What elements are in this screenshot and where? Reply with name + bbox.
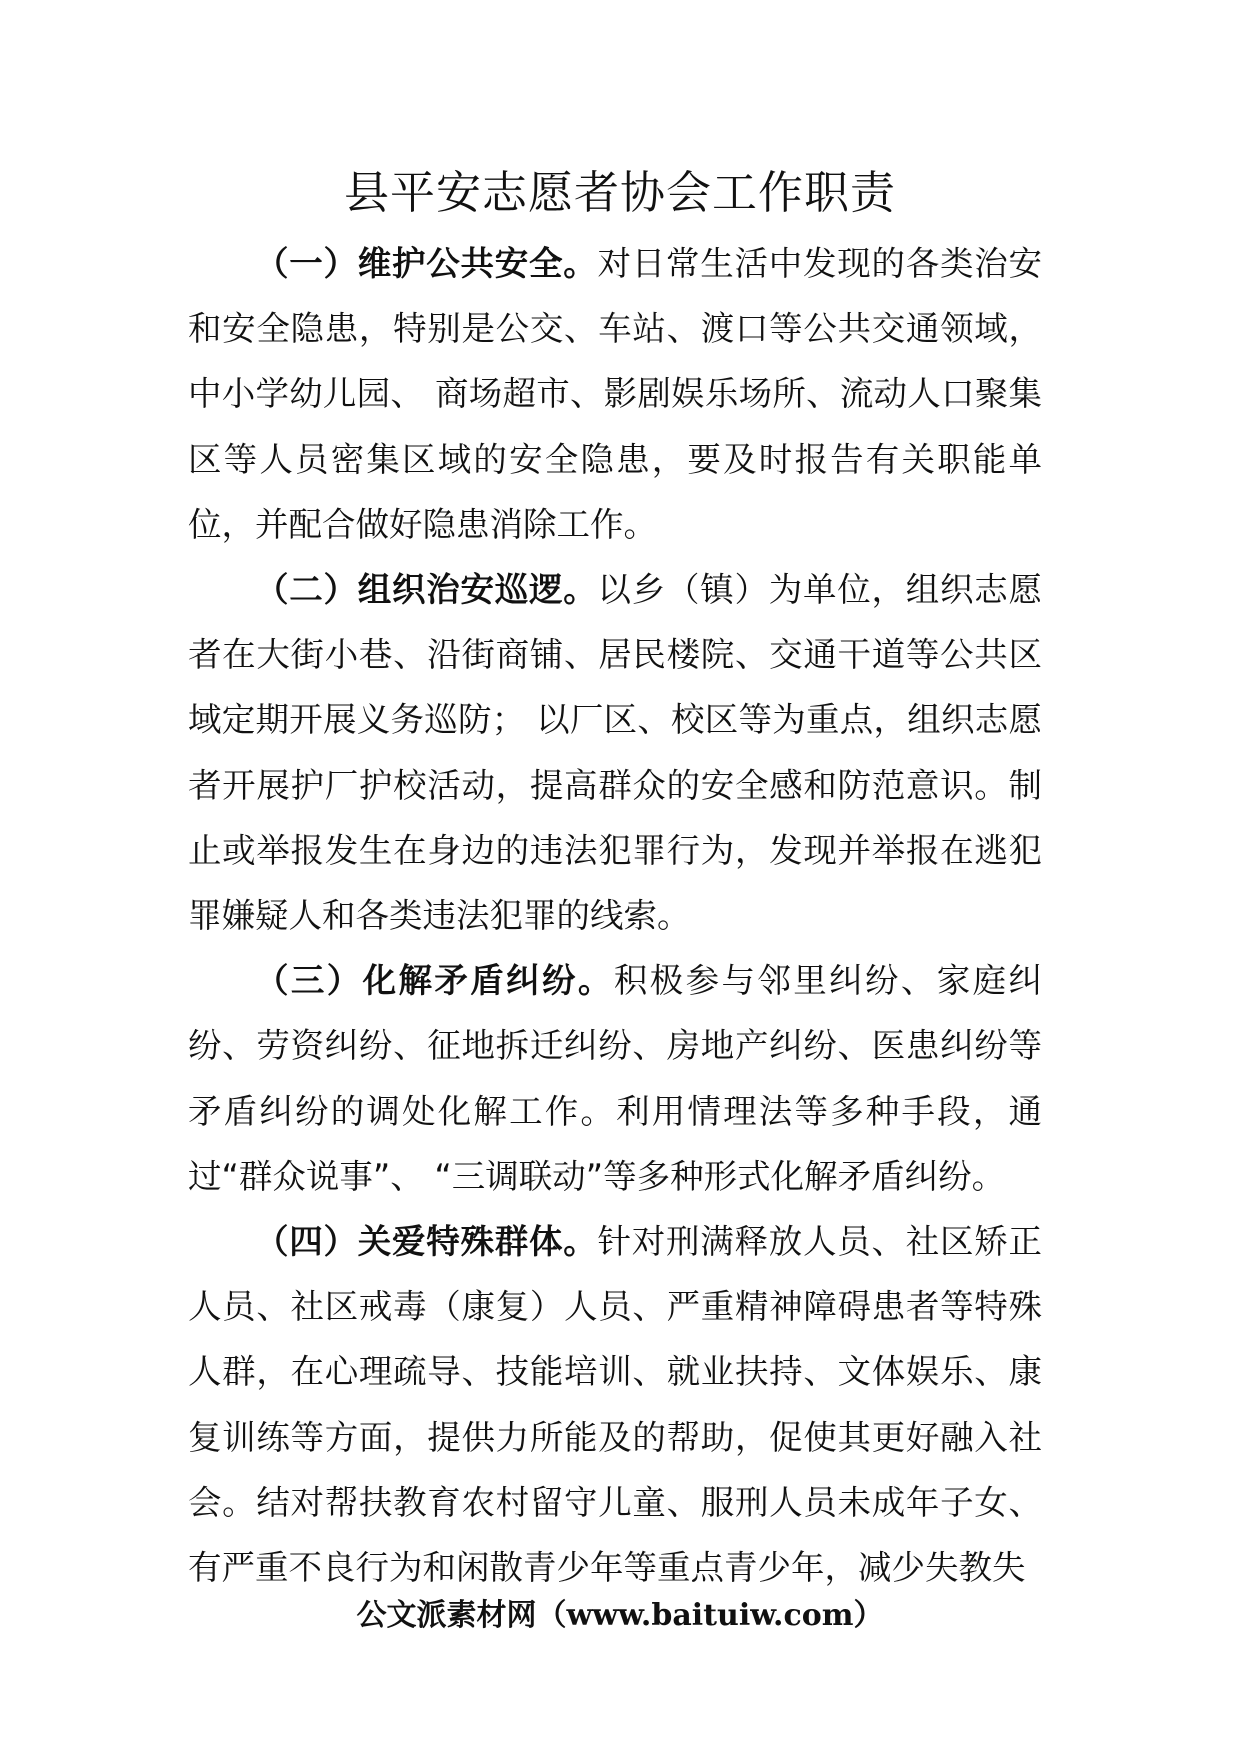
section-paragraph-1 [188,231,1042,557]
section-paragraph-3 [188,948,1042,1209]
section-paragraph-2 [188,557,1042,948]
section-heading: （三）化解矛盾纠纷。 [255,961,614,1001]
section-text: 对日常生活中发现的各类治安和安全隐患，特别是公交、车站、渡口等公共交通领域，中小学幼儿园、 商场超市、影剧娱乐场所、流动人口聚集区等人员密集区域的安全隐患，要及时报告有关职能单位，并配合做好隐患消除工作。 [188,244,1042,544]
section-heading: （二）组织治安巡逻。 [255,570,598,610]
source-footer: 公文派素材网（www.baituiw.com） [356,1598,884,1633]
section-heading: （四）关爱特殊群体。 [255,1222,598,1262]
section-heading: （一）维护公共安全。 [255,244,598,283]
section-paragraph-4 [188,1209,1042,1600]
section-text: 积极参与邻里纠纷、家庭纠纷、劳资纠纷、征地拆迁纠纷、房地产纠纷、医患纠纷等矛盾纠纷的调处化解工作。利用情理法等多种手段，通过“群众说事”、 “三调联动”等多种形式化解矛盾纠纷。 [188,961,1043,1196]
document-body [188,231,1042,1600]
section-text: 针对刑满释放人员、社区矫正人员、社区戒毒（康复）人员、严重精神障碍患者等特殊人群，在心理疏导、技能培训、就业扶持、文体娱乐、康复训练等方面，提供力所能及的帮助，促使其更好融入社会。结对帮扶教育农村留守儿童、服刑人员未成年子女、有严重不良行为和闲散青少年等重点青少年，减少失教失 [188,1222,1042,1588]
document-title: 县平安志愿者协会工作职责 [343,166,896,219]
section-text: 以乡（镇）为单位，组织志愿者在大街小巷、沿街商铺、居民楼院、交通干道等公共区域定期开展义务巡防； 以厂区、校区等为重点，组织志愿者开展护厂护校活动，提高群众的安全感和防范意识。制止或举报发生在身边的违法犯罪行为，发现并举报在逃犯罪嫌疑人和各类违法犯罪的线索。 [188,570,1042,936]
